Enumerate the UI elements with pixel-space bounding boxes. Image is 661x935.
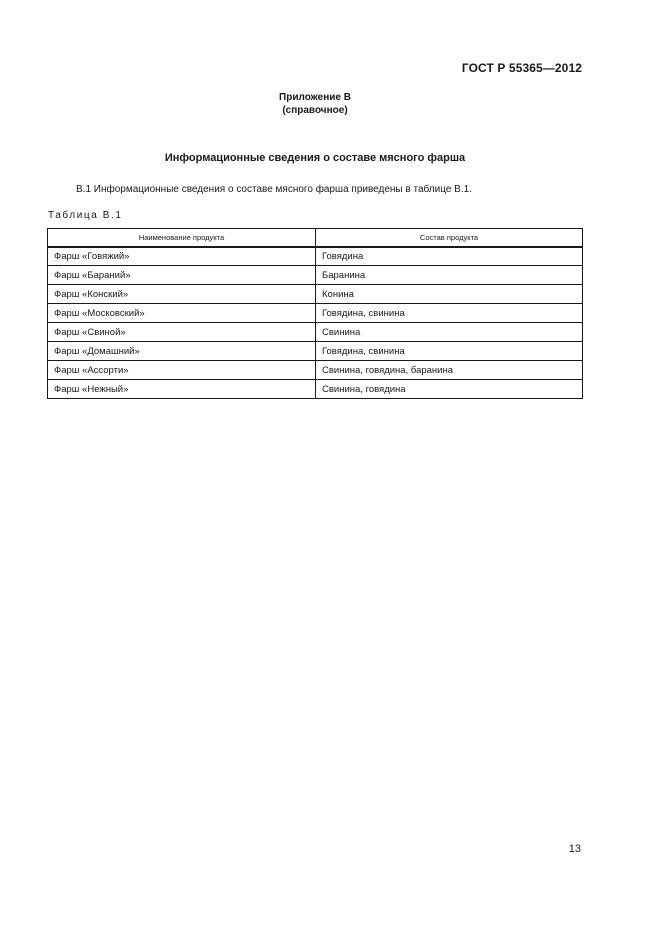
section-paragraph: В.1 Информационные сведения о составе мясного фарша приведены в таблице В.1. xyxy=(76,184,472,195)
product-name-cell: Фарш «Нежный» xyxy=(48,380,316,399)
product-composition-cell: Свинина xyxy=(316,323,583,342)
table-row xyxy=(48,380,583,399)
header-product-name: Наименование продукта xyxy=(48,229,316,247)
product-composition-cell: Конина xyxy=(316,285,583,304)
product-name-cell: Фарш «Ассорти» xyxy=(48,361,316,380)
table-row xyxy=(48,323,583,342)
composition-table xyxy=(47,228,583,399)
table-row xyxy=(48,247,583,266)
product-name-cell: Фарш «Бараний» xyxy=(48,266,316,285)
appendix-title: Приложение В xyxy=(279,92,351,103)
table-row xyxy=(48,266,583,285)
product-name-cell: Фарш «Конский» xyxy=(48,285,316,304)
appendix-subtitle: (справочное) xyxy=(282,105,348,116)
product-composition-cell: Баранина xyxy=(316,266,583,285)
page-number: 13 xyxy=(568,843,581,855)
product-composition-cell: Говядина xyxy=(316,247,583,266)
product-composition-cell: Говядина, свинина xyxy=(316,342,583,361)
product-composition-cell: Говядина, свинина xyxy=(316,304,583,323)
product-name-cell: Фарш «Свиной» xyxy=(48,323,316,342)
table-row xyxy=(48,361,583,380)
appendix-heading xyxy=(0,91,630,117)
product-composition-cell: Свинина, говядина, баранина xyxy=(316,361,583,380)
table-caption: Таблица В.1 xyxy=(48,210,123,221)
header-product-composition: Состав продукта xyxy=(316,229,583,247)
product-name-cell: Фарш «Говяжий» xyxy=(48,247,316,266)
table-row xyxy=(48,285,583,304)
table-row xyxy=(48,342,583,361)
product-composition-cell: Свинина, говядина xyxy=(316,380,583,399)
table-header-row xyxy=(48,229,583,247)
section-title: Информационные сведения о составе мясного фарша xyxy=(164,152,466,164)
product-name-cell: Фарш «Московский» xyxy=(48,304,316,323)
product-name-cell: Фарш «Домашний» xyxy=(48,342,316,361)
table-row xyxy=(48,304,583,323)
document-code: ГОСТ Р 55365—2012 xyxy=(461,61,582,75)
